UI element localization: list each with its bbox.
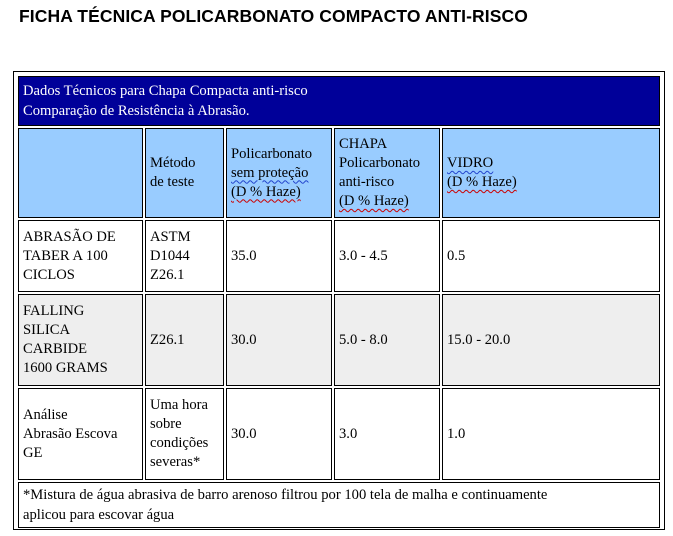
row-method-line: ASTM [150, 228, 191, 245]
row-label [18, 220, 143, 292]
header-method [145, 128, 224, 218]
table-row [18, 388, 660, 480]
caption-line-2: Comparação de Resistência à Abrasão. [23, 103, 250, 119]
row-label-line: GE [23, 444, 43, 461]
row-method [145, 388, 224, 480]
row-label-line: SILICA [23, 322, 71, 338]
row-method-line: D1044 [150, 247, 190, 264]
row-sheet-value: 3.0 - 4.5 [334, 220, 440, 292]
footnote-line-2: aplicou para escovar água [23, 507, 175, 523]
row-label-line: Abrasão Escova [23, 425, 118, 442]
header-anti-scratch-sheet [334, 128, 440, 218]
row-uncoated-value: 30.0 [226, 294, 332, 386]
row-glass-value: 15.0 - 20.0 [442, 294, 660, 386]
row-method-line: Z26.1 [150, 331, 185, 348]
row-method-line: Z26.1 [150, 266, 185, 283]
header-glass-line-1: VIDRO [447, 155, 494, 171]
header-blank-cell [18, 128, 143, 218]
row-label-line: 1600 GRAMS [23, 360, 108, 376]
header-sheet-line-4: (D % Haze) [339, 193, 409, 209]
row-method-line: Uma hora [150, 397, 208, 413]
row-label [18, 294, 143, 386]
header-sheet-line-1: CHAPA [339, 136, 388, 152]
footnote-line-1: *Mistura de água abrasiva de barro arenoso filtrou por 100 tela de malha e continuamente [23, 487, 548, 503]
row-sheet-value: 5.0 - 8.0 [334, 294, 440, 386]
table-row [18, 294, 660, 386]
row-label [18, 388, 143, 480]
row-label-line: FALLING [23, 303, 85, 319]
row-uncoated-value: 35.0 [226, 220, 332, 292]
header-uncoated-line-3: (D % Haze) [231, 183, 301, 200]
row-uncoated-value: 30.0 [226, 388, 332, 480]
header-uncoated-polycarbonate [226, 128, 332, 218]
row-method [145, 220, 224, 292]
caption-line-1: Dados Técnicos para Chapa Compacta anti-risco [23, 83, 308, 99]
header-glass [442, 128, 660, 218]
header-glass-line-2: (D % Haze) [447, 174, 517, 190]
header-uncoated-line-2: sem proteção [231, 164, 309, 181]
header-uncoated-line-1: Policarbonato [231, 145, 313, 162]
row-label-line: TABER A 100 [23, 247, 108, 264]
header-method-line-2: de teste [150, 174, 195, 190]
row-glass-value: 0.5 [442, 220, 660, 292]
table-footnote [18, 482, 660, 528]
row-label-line: CARBIDE [23, 341, 88, 357]
table-caption [18, 76, 660, 126]
table-row [18, 220, 660, 292]
row-method-line: condições [150, 435, 209, 451]
header-sheet-line-3: anti-risco [339, 174, 395, 190]
row-method-line: sobre [150, 416, 182, 432]
row-label-line: CICLOS [23, 266, 75, 283]
row-method [145, 294, 224, 386]
row-method-line: severas* [150, 454, 201, 470]
technical-table-frame [13, 71, 665, 530]
row-label-line: Análise [23, 406, 68, 423]
row-label-line: ABRASÃO DE [23, 228, 116, 245]
document-title: FICHA TÉCNICA POLICARBONATO COMPACTO ANTI-RISCO [19, 6, 528, 26]
row-sheet-value: 3.0 [334, 388, 440, 480]
row-glass-value: 1.0 [442, 388, 660, 480]
header-sheet-line-2: Policarbonato [339, 155, 421, 171]
abrasion-comparison-table [16, 74, 662, 530]
header-method-line-1: Método [150, 155, 196, 171]
